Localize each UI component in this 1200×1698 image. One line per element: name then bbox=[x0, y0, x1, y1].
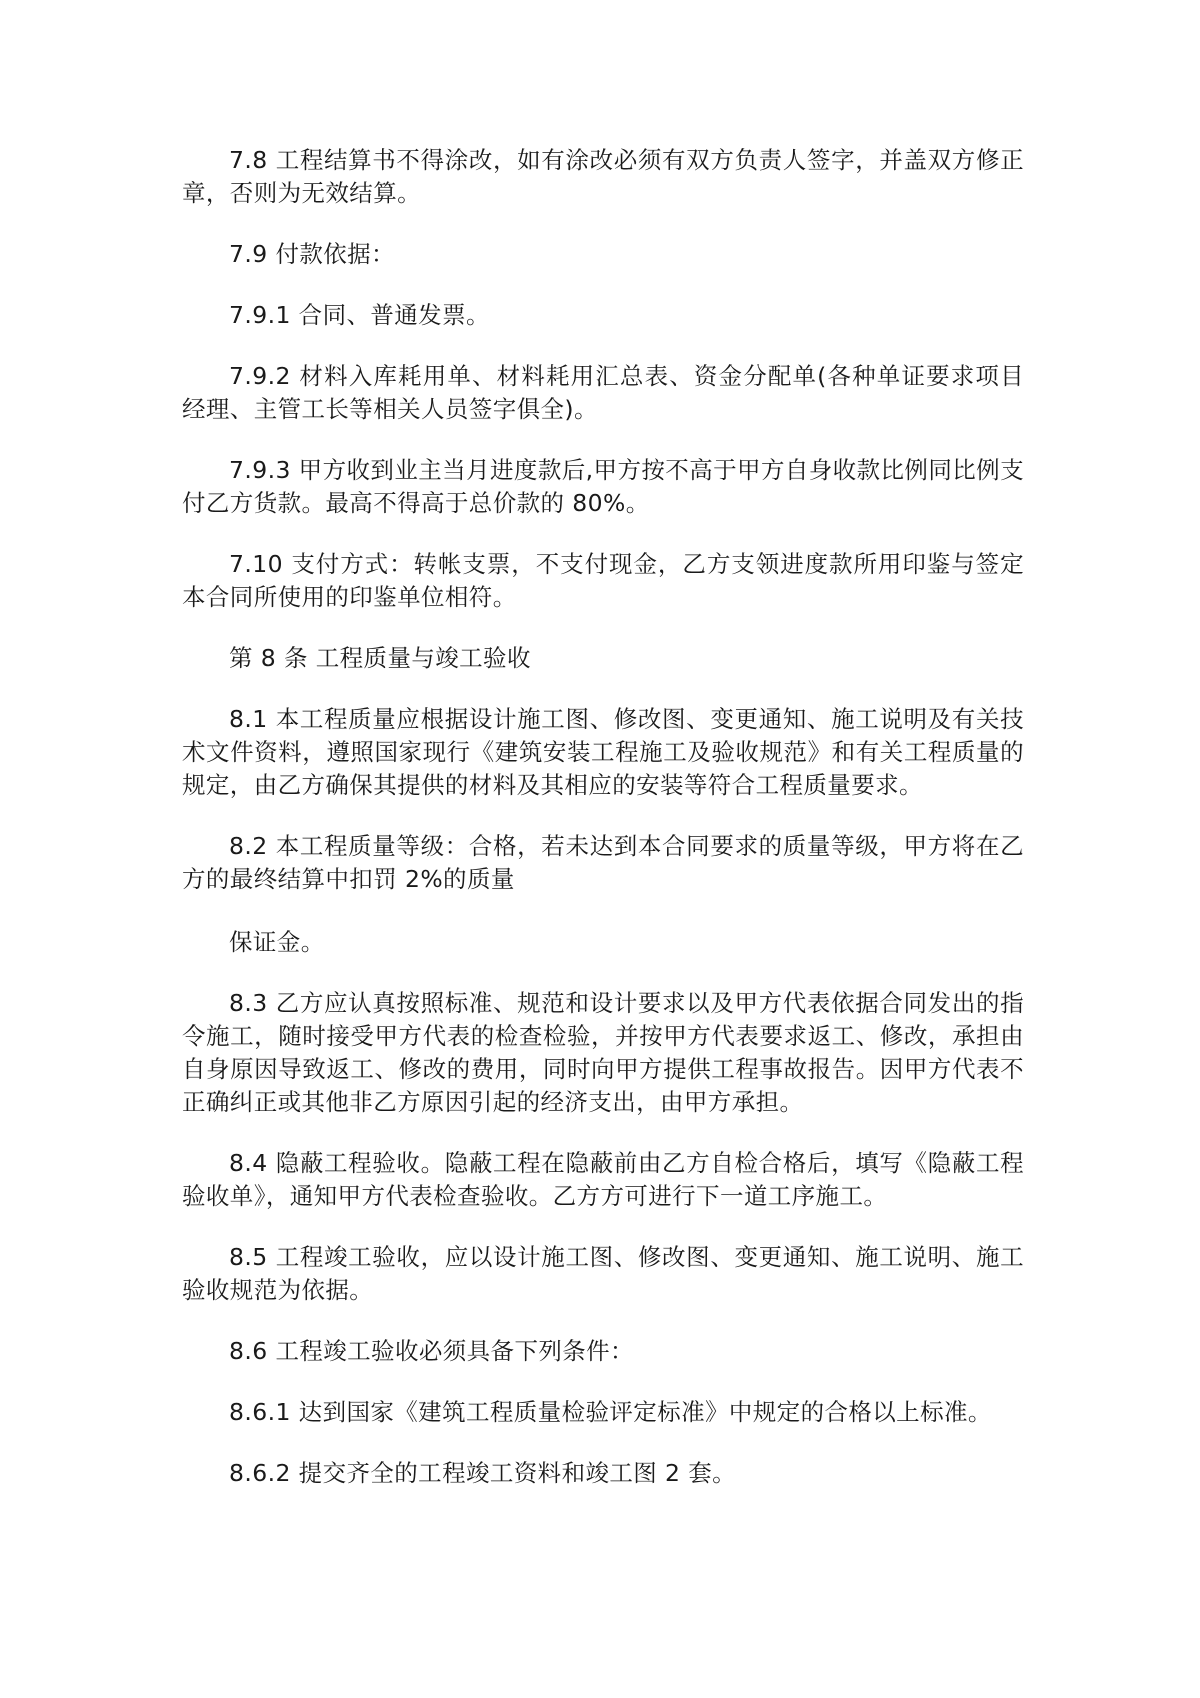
paragraph-8-2-continued: 保证金。 bbox=[229, 928, 325, 956]
paragraph-7-8: 7.8 工程结算书不得涂改，如有涂改必须有双方负责人签字，并盖双方修正章，否则为无效结算。 bbox=[182, 146, 1024, 207]
paragraph-7-9-2: 7.9.2 材料入库耗用单、材料耗用汇总表、资金分配单(各种单证要求项目经理、主管工长等相关人员签字俱全)。 bbox=[182, 362, 1024, 423]
paragraph-8-6-1: 8.6.1 达到国家《建筑工程质量检验评定标准》中规定的合格以上标准。 bbox=[229, 1398, 992, 1426]
paragraph-7-10: 7.10 支付方式：转帐支票，不支付现金，乙方支领进度款所用印鉴与签定本合同所使用的印鉴单位相符。 bbox=[182, 550, 1024, 611]
section-heading-article-8: 第 8 条 工程质量与竣工验收 bbox=[229, 644, 531, 672]
paragraph-8-1: 8.1 本工程质量应根据设计施工图、修改图、变更通知、施工说明及有关技术文件资料，遵照国家现行《建筑安装工程施工及验收规范》和有关工程质量的规定，由乙方确保其提供的材料及其相应的安装等符合工程质量要求。 bbox=[182, 705, 1024, 799]
paragraph-7-9-1: 7.9.1 合同、普通发票。 bbox=[229, 301, 490, 329]
paragraph-8-6: 8.6 工程竣工验收必须具备下列条件： bbox=[229, 1337, 634, 1365]
paragraph-8-5: 8.5 工程竣工验收，应以设计施工图、修改图、变更通知、施工说明、施工验收规范为依据。 bbox=[182, 1243, 1024, 1304]
paragraph-8-3: 8.3 乙方应认真按照标准、规范和设计要求以及甲方代表依据合同发出的指令施工，随时接受甲方代表的检查检验，并按甲方代表要求返工、修改，承担由自身原因导致返工、修改的费用，同时向甲方提供工程事故报告。因甲方代表不正确纠正或其他非乙方原因引起的经济支出，由甲方承担。 bbox=[182, 989, 1024, 1116]
paragraph-8-2: 8.2 本工程质量等级：合格，若未达到本合同要求的质量等级，甲方将在乙方的最终结算中扣罚 2%的质量 bbox=[182, 832, 1024, 893]
paragraph-8-6-2: 8.6.2 提交齐全的工程竣工资料和竣工图 2 套。 bbox=[229, 1459, 737, 1487]
paragraph-7-9: 7.9 付款依据： bbox=[229, 240, 395, 268]
paragraph-8-4: 8.4 隐蔽工程验收。隐蔽工程在隐蔽前由乙方自检合格后，填写《隐蔽工程验收单》，通知甲方代表检查验收。乙方方可进行下一道工序施工。 bbox=[182, 1149, 1024, 1210]
document-body bbox=[182, 144, 1024, 1518]
paragraph-7-9-3: 7.9.3 甲方收到业主当月进度款后,甲方按不高于甲方自身收款比例同比例支付乙方货款。最高不得高于总价款的 80%。 bbox=[182, 456, 1024, 517]
